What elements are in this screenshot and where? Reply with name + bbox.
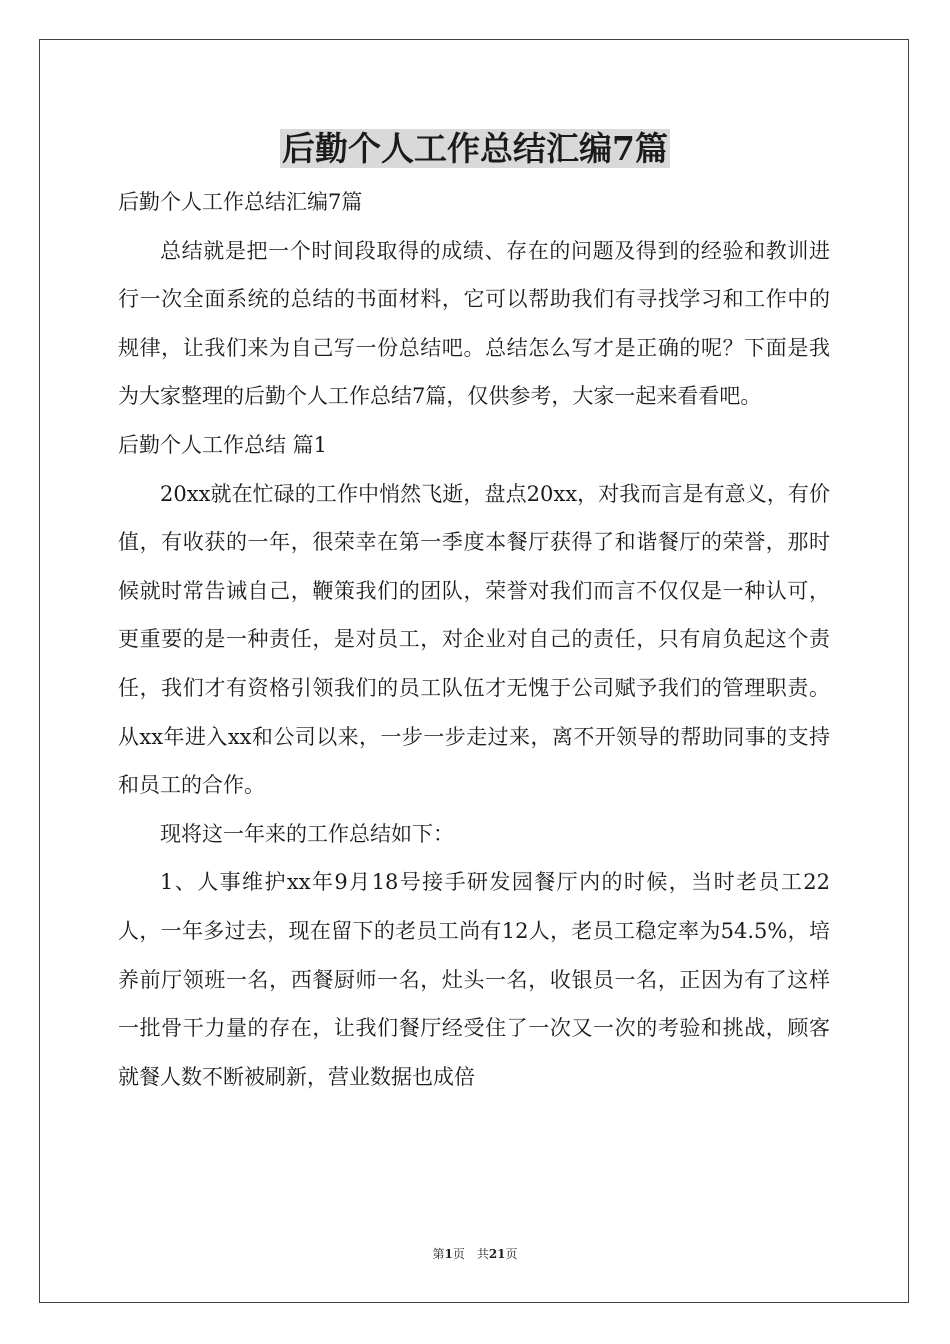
page-mid: 页 共 [452,1247,489,1261]
document-body [118,178,830,1101]
page-prefix: 第 [432,1247,445,1261]
page-suffix: 页 [505,1247,518,1261]
section-heading: 后勤个人工作总结 篇1 [118,432,328,457]
page-total: 21 [488,1247,506,1261]
body-paragraph: 现将这一年来的工作总结如下： [160,821,454,846]
body-paragraph: 20xx就在忙碌的工作中悄然飞逝，盘点20xx，对我而言是有意义，有价值，有收获的一年，很荣幸在第一季度本餐厅获得了和谐餐厅的荣誉，那时候就时常告诫自己，鞭策我们的团队，荣誉对我们而言不仅仅是一种认可，更重要的是一种责任，是对员工，对企业对自己的责任，只有肩负起这个责任，我们才有资格引领我们的员工队伍才无愧于公司赋予我们的管理职责。从xx年进入xx和公司以来，一步一步走过来，离不开领导的帮助同事的支持和员工的合作。 [118,481,830,798]
document-title-text: 后勤个人工作总结汇编7篇 [282,129,668,168]
document-subtitle: 后勤个人工作总结汇编7篇 [118,190,363,214]
page-current: 1 [444,1247,453,1261]
body-paragraph: 1、人事维护xx年9月18号接手研发园餐厅内的时候，当时老员工22人，一年多过去，现在留下的老员工尚有12人，老员工稳定率为54.5%，培养前厅领班一名，西餐厨师一名，灶头一名，收银员一名，正因为有了这样一批骨干力量的存在，让我们餐厅经受住了一次又一次的考验和挑战，顾客就餐人数不断被刷新，营业数据也成倍 [118,870,830,1089]
document-title [0,126,950,172]
intro-paragraph: 总结就是把一个时间段取得的成绩、存在的问题及得到的经验和教训进行一次全面系统的总结的书面材料，它可以帮助我们有寻找学习和工作中的规律，让我们来为自己写一份总结吧。总结怎么写才是正确的呢？下面是我为大家整理的后勤个人工作总结7篇，仅供参考，大家一起来看看吧。 [118,238,830,409]
page-footer [0,1246,950,1262]
